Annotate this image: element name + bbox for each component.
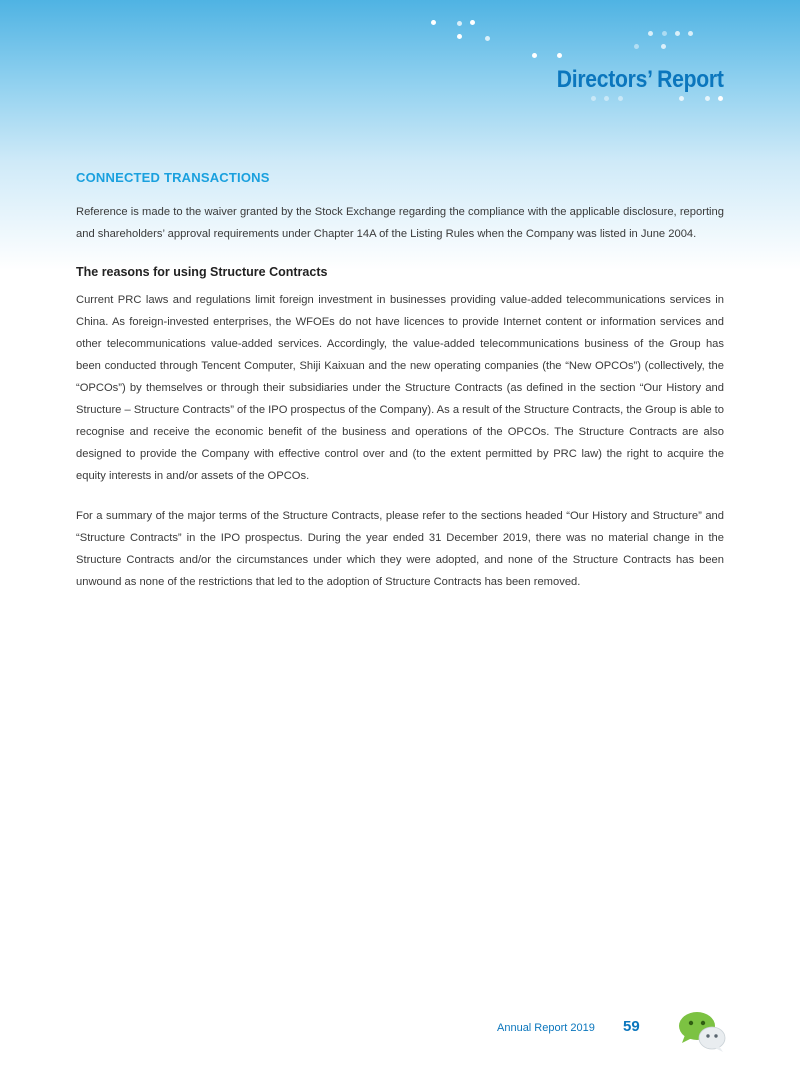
body-paragraph-2: For a summary of the major terms of the Structure Contracts, please refer to the sections headed “Our History and Structure” and “Structure Contracts” in the IPO prospectus. During the year ended 31 December 2019, there was no material change in the Structure Contracts and/or the circumstances under which they were adopted, and none of the Structure Contracts has been unwound as none of the restrictions that led to the adoption of Structure Contracts has been removed. [76, 510, 724, 588]
dot [661, 44, 666, 49]
dot [705, 96, 710, 101]
dot [618, 96, 623, 101]
dot [470, 20, 475, 25]
dot [431, 20, 436, 25]
footer-report-label: Annual Report 2019 [497, 1022, 595, 1034]
dot [675, 31, 680, 36]
dot [662, 31, 667, 36]
page-title: Directors’ Report [557, 66, 724, 93]
decorative-dots [0, 0, 800, 120]
body-paragraph-1: Current PRC laws and regulations limit foreign investment in businesses providing value-added telecommunications services in China. As foreign-invested enterprises, the WFOEs do not have licences to provide Internet content or information services and other telecommunications value-added services. Accordingly, the value-added telecommunications business of the Group has been conducted through Tencent Computer, Shiji Kaixuan and the new operating companies (the “New OPCOs”) (collectively, the “OPCOs”) by themselves or through their subsidiaries under the Structure Contracts (as defined in the section “Our History and Structure – Structure Contracts” of the IPO prospectus of the Company). As a result of the Structure Contracts, the Group is able to recognise and receive the economic benefit of the business and operations of the OPCOs. The Structure Contracts are also designed to provide the Company with effective control over and (to the extent permitted by PRC law) the right to acquire the equity interests in and/or assets of the OPCOs. [76, 294, 724, 482]
page-number: 59 [623, 1018, 640, 1035]
dot [648, 31, 653, 36]
dot [604, 96, 609, 101]
intro-paragraph: Reference is made to the waiver granted by the Stock Exchange regarding the compliance with the applicable disclosure, reporting and shareholders’ approval requirements under Chapter 14A of the Listing Rules when the Company was listed in June 2004. [76, 206, 724, 240]
dot [679, 96, 684, 101]
wechat-logo-icon [677, 1010, 727, 1052]
dot [591, 96, 596, 101]
dot [532, 53, 537, 58]
dot [634, 44, 639, 49]
dot [485, 36, 490, 41]
dot [557, 53, 562, 58]
dot [457, 34, 462, 39]
subheading: The reasons for using Structure Contracts [76, 265, 328, 279]
section-heading: CONNECTED TRANSACTIONS [76, 170, 270, 185]
main-content [76, 170, 724, 611]
dot [688, 31, 693, 36]
dot [718, 96, 723, 101]
dot [457, 21, 462, 26]
